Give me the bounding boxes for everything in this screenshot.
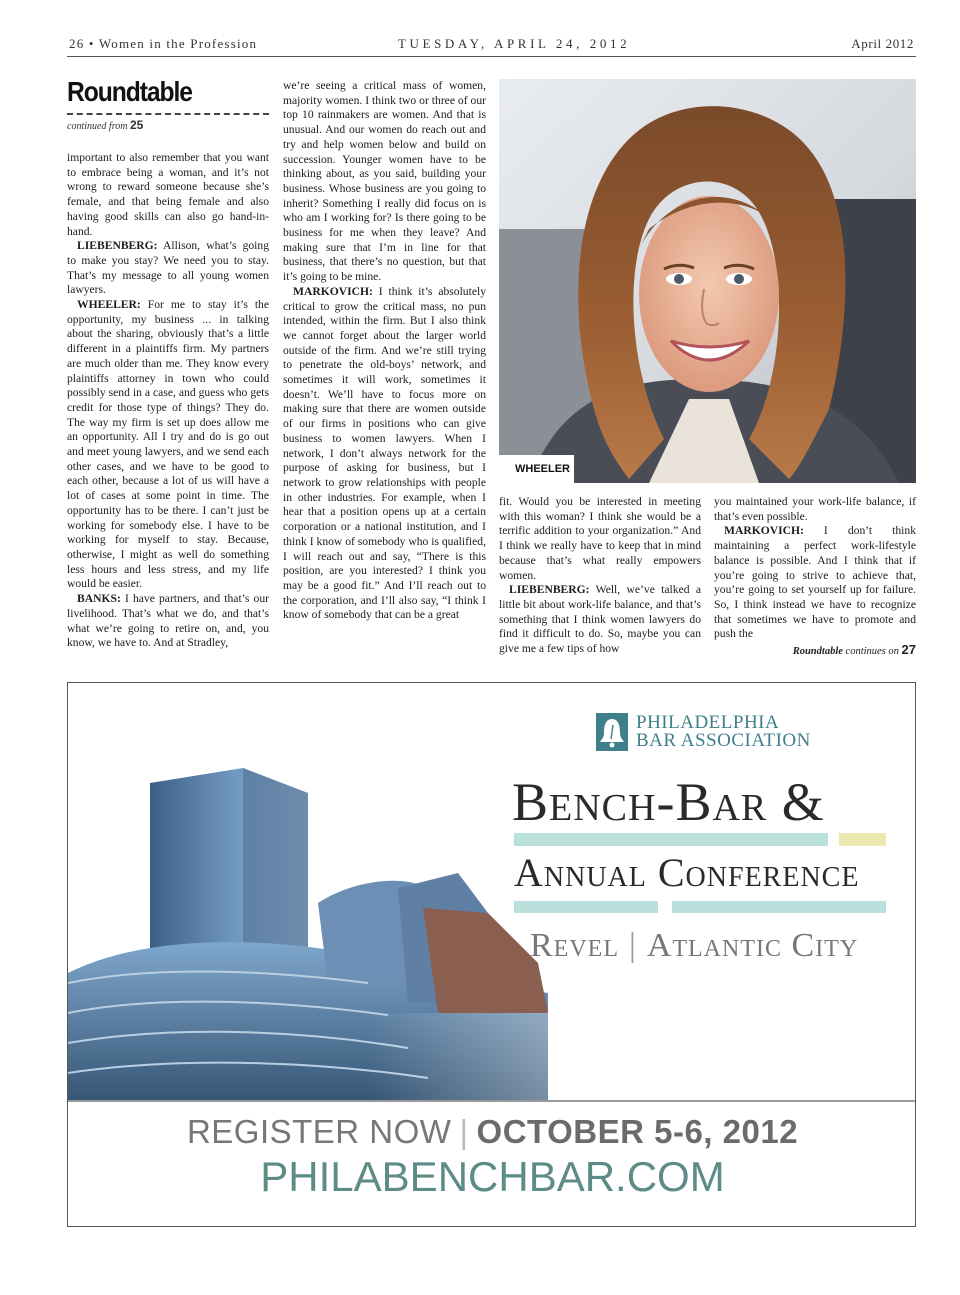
header-section: 26 • Women in the Profession (69, 36, 258, 51)
page-header (67, 36, 916, 57)
dashed-divider (67, 113, 269, 117)
paragraph: fit. Would you be interested in meeting with this woman? I think she would be a terrific addition to your organization.” And I think we really have to keep that in mind because that’s what really empowers women. (499, 495, 701, 582)
portrait-image (499, 79, 916, 483)
accent-bar (839, 833, 886, 846)
bar-association-logo (596, 713, 811, 751)
bench-bar-advertisement (67, 682, 916, 1227)
paragraph: important to also remember that you want to embrace being a woman, and it’s not wrong to reward someone because she’s female, and that being female and also having good skills can also go hand-in-hand. (67, 151, 269, 238)
event-website: PHILABENCHBAR.COM (260, 1153, 725, 1200)
continued-from: continued from 25 (67, 118, 144, 132)
org-name-line1: PHILADELPHIA (636, 712, 780, 733)
section-title: Roundtable (67, 76, 192, 107)
event-subtitle: Annual Conference (514, 850, 860, 895)
register-line: REGISTER NOW | OCTOBER 5-6, 2012 (186, 1113, 799, 1150)
header-date: TUESDAY, APRIL 24, 2012 (398, 36, 631, 51)
accent-bar (672, 901, 886, 913)
article-column-1 (67, 151, 269, 651)
paragraph: LIEBENBERG: Well, we’ve talked a little bit about work-life balance, and that’s something that I think women lawyers do find it difficult to do. So, maybe you can give me a few tips of how (499, 583, 701, 656)
accent-bar (514, 833, 828, 846)
accent-bar (514, 901, 658, 913)
paragraph: we’re seeing a critical mass of women, majority women. I think two or three of our top 10 rainmakers are women. And that is unusual. And our women do reach out and try and help women below and build on succession. Younger women have to be thinking about, as you said, building your business. Whose business are you going to inherit? Something I really did focus on is who am I working for? Is there going to be business for me when they leave? And making sure that I’m in line for that business, that there’s no question, but that it’s going to be mine. (283, 79, 486, 284)
paragraph: BANKS: I have partners, and that’s our livelihood. That’s what we do, and that’s what we’re going to retire on, and, you know, we have to. And at Stradley, (67, 592, 269, 650)
photo-caption: WHEELER (499, 455, 574, 483)
header-issue: April 2012 (851, 36, 914, 51)
paragraph: you maintained your work-life balance, if that’s even possible. (714, 495, 916, 523)
article-column-2 (283, 79, 486, 623)
paragraph: MARKOVICH: I don’t think maintaining a perfect work-lifestyle balance is possible. And I think that if you’re going to strive to achieve that, you’re going to set yourself up for failure. So, I think instead we have to recognize that sometimes we have to promote and push the (714, 524, 916, 641)
org-name-line2: BAR ASSOCIATION (636, 730, 811, 751)
paragraph: MARKOVICH: I think it’s absolutely critical to grow the critical mass, no pun intended, within the firm. But I also think we cannot forget about the larger world outside of the firm. And we’re still trying to penetrate the old-boys’ network, and sometimes it will work, sometimes it doesn’t. We’ll have to focus more on making sure that there are women outside of our firms in positions who can give business to women lawyers. When I network, I don’t always network for the purpose of asking for business, but I network to grow relationships with people in other industries. For example, when I hear that a position opens up at a certain corporation or a national institution, and I think I know of somebody who is qualified, I will reach out and say, “There is this position, are you interested? I think you may be a good fit.” And I’ll reach out to the corporation, and I’ll also say, “I think I know of somebody that can be a great (283, 284, 486, 622)
event-venue: Revel | Atlantic City (530, 927, 859, 964)
paragraph: WHEELER: For me to stay it’s the opportunity, my business ... in talking about the sharing, obviously that’s a little different in a plaintiffs firm. My partners are much older than me. They know every plaintiffs attorney in town who could possibly send in a case, and guess who gets credit for those type of things? They do. The way my firm is set up does allow me an opportunity. All I try and do is go out and meet young lawyers, and we send each other cases, and we have to be good to each other, because a lot of us will have a lot of cases at some point in time. The opportunity has to be there. I can’t just be working for somebody else. I have to be working for myself to stay. Because, otherwise, I might as well do something less hours and less stress, and my life would be easier. (67, 298, 269, 591)
liberty-bell-icon (596, 713, 628, 751)
portrait-photo (499, 79, 916, 483)
article-column-4 (714, 495, 916, 642)
event-title: Bench-Bar & (512, 772, 825, 832)
article-column-3 (499, 495, 701, 657)
paragraph: LIEBENBERG: Allison, what’s going to make you stay? We need you to stay. That’s my message to all young women lawyers. (67, 239, 269, 297)
continues-on: Roundtable continues on 27 (792, 642, 916, 657)
